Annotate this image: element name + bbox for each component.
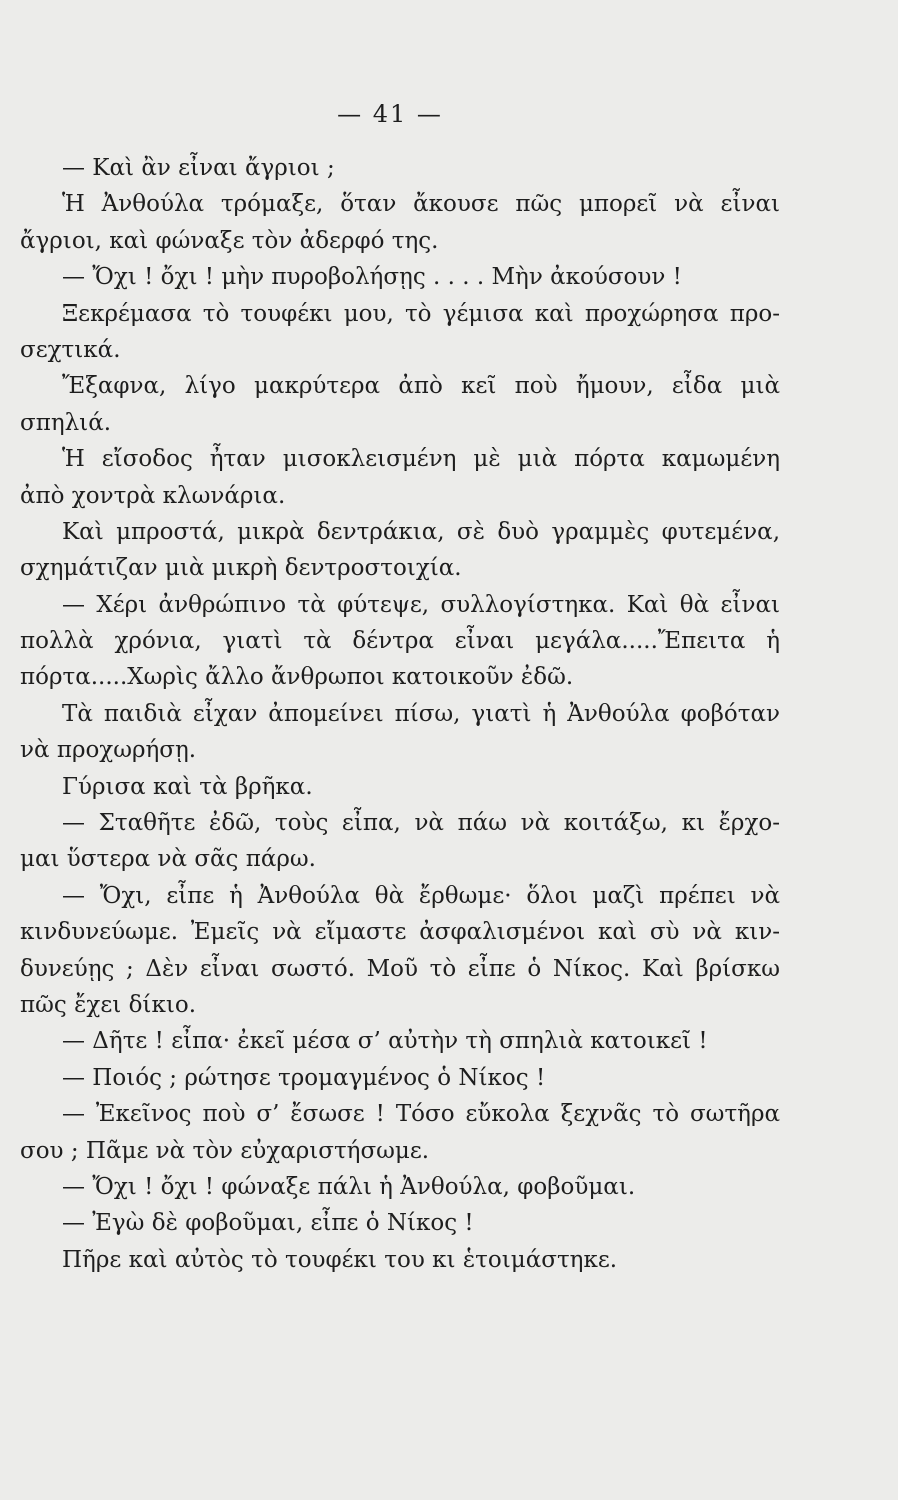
text-line: πόρτα.....Χωρὶς ἄλλο ἄνθρωποι κατοικοῦν ἐδῶ. [20,664,574,691]
body-text [20,150,780,1278]
text-line: — Ὄχι ! ὄχι ! φώναξε πάλι ἡ Ἀνθούλα, φοβοῦμαι. [62,1173,636,1200]
text-line: δυνεύῃς ; Δὲν εἶναι σωστό. Μοῦ τὸ εἶπε ὁ Νίκος. Καὶ βρίσκω [20,955,780,982]
text-line: ἀπὸ χοντρὰ κλωνάρια. [20,482,286,509]
text-line: σπηλιά. [20,409,112,436]
text-line: μαι ὕστερα νὰ σᾶς πάρω. [20,846,316,873]
text-line: Ἡ Ἀνθούλα τρόμαξε, ὅταν ἄκουσε πῶς μπορεῖ νὰ εἶναι [62,191,780,218]
text-line: Ἔξαφνα, λίγο μακρύτερα ἀπὸ κεῖ ποὺ ἤμουν, εἶδα μιὰ [62,373,780,400]
text-line: — Ποιός ; ρώτησε τρομαγμένος ὁ Νίκος ! [62,1064,546,1091]
text-line: — Δῆτε ! εἶπα· ἐκεῖ μέσα σ’ αὐτὴν τὴ σπηλιὰ κατοικεῖ ! [62,1028,708,1055]
text-line: σχημάτιζαν μιὰ μικρὴ δεντροστοιχία. [20,555,462,582]
text-line: — Ὄχι, εἶπε ἡ Ἀνθούλα θὰ ἔρθωμε· ὅλοι μαζὶ πρέπει νὰ [62,882,780,909]
text-line: πῶς ἔχει δίκιο. [20,991,197,1018]
text-line: Πῆρε καὶ αὐτὸς τὸ τουφέκι του κι ἑτοιμάστηκε. [62,1246,618,1273]
text-line: Ἡ εἴσοδος ἦταν μισοκλεισμένη μὲ μιὰ πόρτα καμωμένη [62,446,780,473]
text-line: κινδυνεύωμε. Ἐμεῖς νὰ εἴμαστε ἀσφαλισμένοι καὶ σὺ νὰ κιν- [20,919,780,946]
text-line: — Ἐκεῖνος ποὺ σ’ ἔσωσε ! Τόσο εὔκολα ξεχνᾶς τὸ σωτῆρα [62,1101,780,1128]
text-line: — Ἐγὼ δὲ φοβοῦμαι, εἶπε ὁ Νίκος ! [62,1210,474,1237]
text-line: Ξεκρέμασα τὸ τουφέκι μου, τὸ γέμισα καὶ προχώρησα προ- [62,300,780,327]
text-line: ἄγριοι, καὶ φώναξε τὸν ἀδερφό της. [20,227,439,254]
text-line: Τὰ παιδιὰ εἶχαν ἀπομείνει πίσω, γιατὶ ἡ Ἀνθούλα φοβόταν [62,700,780,727]
text-line: Γύρισα καὶ τὰ βρῆκα. [62,773,313,800]
text-line: — Σταθῆτε ἐδῶ, τοὺς εἶπα, νὰ πάω νὰ κοιτάξω, κι ἔρχο- [62,810,780,837]
text-line: Καὶ μπροστά, μικρὰ δεντράκια, σὲ δυὸ γραμμὲς φυτεμένα, [62,518,780,545]
text-line: σου ; Πᾶμε νὰ τὸν εὐχαριστήσωμε. [20,1137,430,1164]
text-line: νὰ προχωρήσῃ. [20,737,197,764]
text-line: — Χέρι ἀνθρώπινο τὰ φύτεψε, συλλογίστηκα. Καὶ θὰ εἶναι [62,591,780,618]
text-line: σεχτικά. [20,336,121,363]
page-number: — 41 — [337,100,443,128]
text-line: πολλὰ χρόνια, γιατὶ τὰ δέντρα εἶναι μεγάλα.....Ἔπειτα ἡ [20,628,780,655]
text-line: — Καὶ ἂν εἶναι ἄγριοι ; [62,155,335,181]
text-line: — Ὄχι ! ὄχι ! μὴν πυροβολήσῃς . . . . Μὴν ἀκούσουν ! [62,264,682,291]
